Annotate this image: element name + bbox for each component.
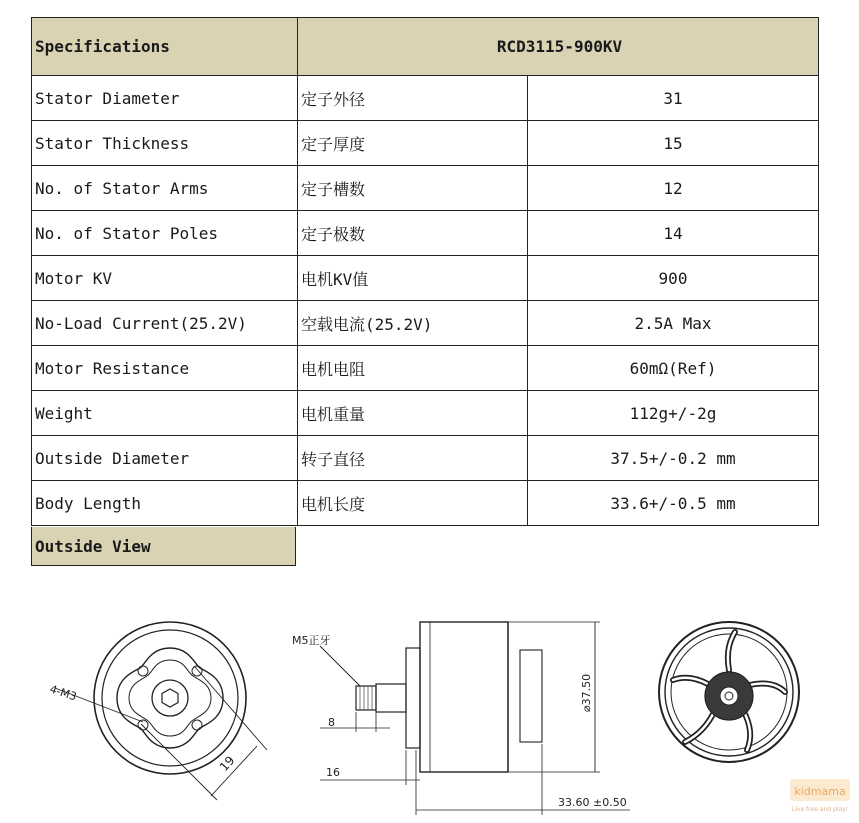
spec-name-cn: 定子厚度 bbox=[298, 121, 528, 166]
length-dim: 33.60 ±0.50 bbox=[558, 796, 627, 809]
spec-name-en: Stator Diameter bbox=[32, 76, 298, 121]
diameter-dim: ⌀37.50 bbox=[580, 673, 593, 712]
spec-value: 12 bbox=[528, 166, 819, 211]
table-row bbox=[32, 301, 819, 346]
spec-name-en: Motor KV bbox=[32, 256, 298, 301]
spec-name-cn: 电机电阻 bbox=[298, 346, 528, 391]
spec-name-cn: 定子槽数 bbox=[298, 166, 528, 211]
spec-name-cn: 定子外径 bbox=[298, 76, 528, 121]
spec-name-en: No. of Stator Poles bbox=[32, 211, 298, 256]
spec-value: 37.5+/-0.2 mm bbox=[528, 436, 819, 481]
table-row bbox=[32, 481, 819, 526]
table-row bbox=[32, 76, 819, 121]
table-row bbox=[32, 256, 819, 301]
spec-name-cn: 电机长度 bbox=[298, 481, 528, 526]
table-row bbox=[32, 211, 819, 256]
watermark-tagline: Live free and play! bbox=[791, 806, 849, 813]
spec-name-cn: 转子直径 bbox=[298, 436, 528, 481]
kidmama-watermark bbox=[786, 767, 854, 817]
spec-name-en: No-Load Current(25.2V) bbox=[32, 301, 298, 346]
spec-value: 15 bbox=[528, 121, 819, 166]
spec-name-en: Outside Diameter bbox=[32, 436, 298, 481]
spec-table bbox=[31, 17, 819, 526]
table-header-row bbox=[32, 18, 819, 76]
spec-name-cn: 空载电流(25.2V) bbox=[298, 301, 528, 346]
spec-name-en: Body Length bbox=[32, 481, 298, 526]
spec-value: 33.6+/-0.5 mm bbox=[528, 481, 819, 526]
hole-label: 4-M3 bbox=[48, 682, 79, 704]
dim-16: 16 bbox=[326, 766, 340, 779]
header-label: Specifications bbox=[32, 18, 298, 76]
spec-value: 900 bbox=[528, 256, 819, 301]
dim-19: 19 bbox=[216, 753, 238, 775]
outside-view-label: Outside View bbox=[31, 527, 296, 566]
table-row bbox=[32, 121, 819, 166]
spec-name-en: No. of Stator Arms bbox=[32, 166, 298, 211]
spec-name-cn: 电机KV值 bbox=[298, 256, 528, 301]
front-view-drawing bbox=[35, 610, 285, 805]
spec-value: 14 bbox=[528, 211, 819, 256]
spec-value: 2.5A Max bbox=[528, 301, 819, 346]
thread-label: M5正牙 bbox=[292, 634, 331, 647]
table-row bbox=[32, 436, 819, 481]
spec-value: 31 bbox=[528, 76, 819, 121]
spec-name-en: Stator Thickness bbox=[32, 121, 298, 166]
table-row bbox=[32, 391, 819, 436]
side-view-drawing bbox=[290, 600, 640, 820]
spec-value: 60mΩ(Ref) bbox=[528, 346, 819, 391]
spec-name-en: Weight bbox=[32, 391, 298, 436]
rotor-view-drawing bbox=[655, 618, 805, 768]
watermark-brand: kidmama bbox=[794, 785, 846, 798]
table-row bbox=[32, 346, 819, 391]
table-row bbox=[32, 166, 819, 211]
header-model: RCD3115-900KV bbox=[298, 18, 819, 76]
spec-value: 112g+/-2g bbox=[528, 391, 819, 436]
dim-8: 8 bbox=[328, 716, 335, 729]
spec-name-en: Motor Resistance bbox=[32, 346, 298, 391]
spec-name-cn: 定子极数 bbox=[298, 211, 528, 256]
spec-name-cn: 电机重量 bbox=[298, 391, 528, 436]
